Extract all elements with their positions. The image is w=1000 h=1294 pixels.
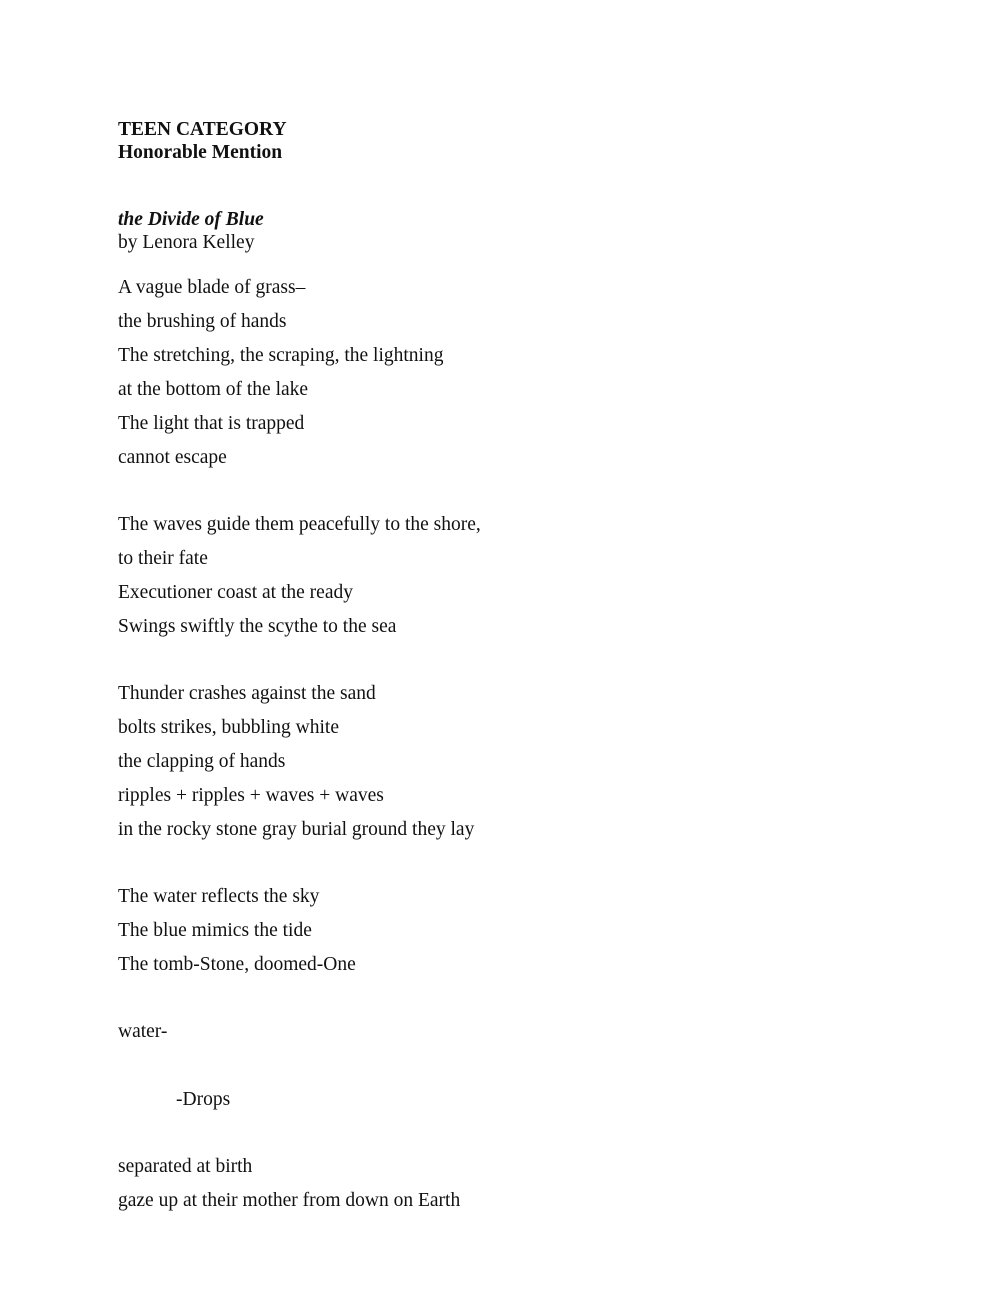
poem-line: at the bottom of the lake	[118, 379, 309, 400]
poem-line: -Drops	[176, 1089, 231, 1110]
poem-line: bolts strikes, bubbling white	[118, 717, 339, 738]
poem-line: The waves guide them peacefully to the shore,	[118, 514, 481, 535]
poem-byline: by Lenora Kelley	[118, 232, 255, 253]
poem-line: to their fate	[118, 548, 208, 569]
poem-line: cannot escape	[118, 447, 227, 468]
poem-line: The stretching, the scraping, the lightning	[118, 345, 444, 366]
poem-line: the clapping of hands	[118, 751, 286, 772]
award-heading: Honorable Mention	[118, 142, 283, 163]
poem-line: The tomb-Stone, doomed-One	[118, 954, 356, 975]
poem-line: The light that is trapped	[118, 413, 305, 434]
poem-line: The water reflects the sky	[118, 886, 320, 907]
poem-line: Swings swiftly the scythe to the sea	[118, 616, 397, 637]
category-heading: TEEN CATEGORY	[118, 119, 287, 140]
poem-line: gaze up at their mother from down on Earth	[118, 1190, 461, 1211]
poem-line: the brushing of hands	[118, 311, 287, 332]
poem-line: The blue mimics the tide	[118, 920, 312, 941]
poem-title: the Divide of Blue	[118, 209, 264, 230]
poem-line: in the rocky stone gray burial ground they lay	[118, 819, 475, 840]
poem-line: A vague blade of grass–	[118, 277, 306, 298]
poem-line: ripples + ripples + waves + waves	[118, 785, 384, 806]
poem-line: water-	[118, 1021, 168, 1042]
poem-line: Thunder crashes against the sand	[118, 683, 376, 704]
poem-line: Executioner coast at the ready	[118, 582, 353, 603]
poem-line: separated at birth	[118, 1156, 253, 1177]
